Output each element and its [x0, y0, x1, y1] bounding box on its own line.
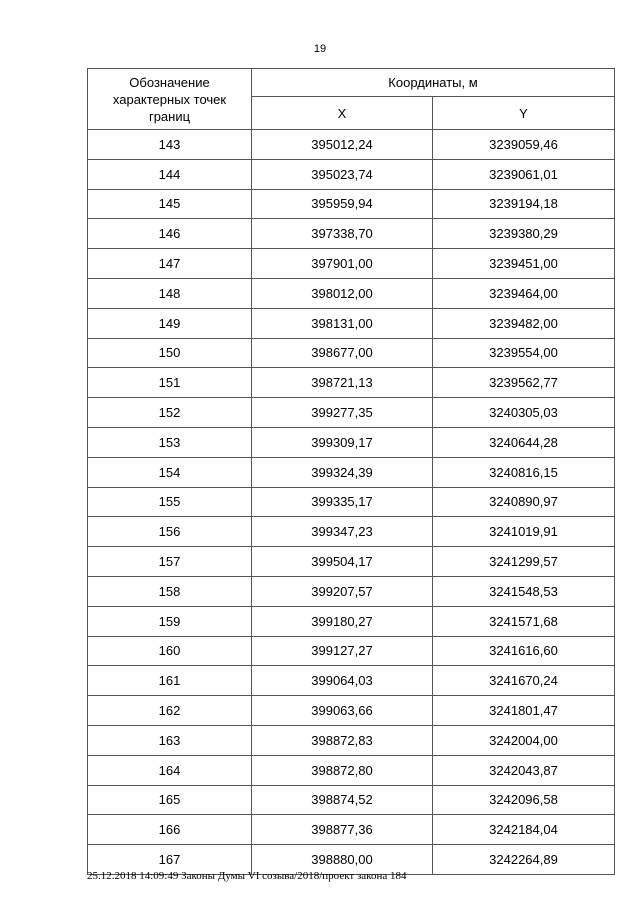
x-cell: 395023,74 — [252, 159, 433, 189]
point-number-cell: 147 — [88, 249, 252, 279]
y-cell: 3239562,77 — [433, 368, 615, 398]
table-row — [88, 427, 615, 457]
point-number-cell: 159 — [88, 606, 252, 636]
x-cell: 399277,35 — [252, 398, 433, 428]
y-cell: 3239059,46 — [433, 130, 615, 160]
header-coordinates: Координаты, м — [252, 69, 615, 97]
point-number-cell: 144 — [88, 159, 252, 189]
y-cell: 3239464,00 — [433, 278, 615, 308]
table-row — [88, 130, 615, 160]
page-number: 19 — [313, 43, 327, 55]
x-cell: 399127,27 — [252, 636, 433, 666]
table-row — [88, 159, 615, 189]
point-number-cell: 149 — [88, 308, 252, 338]
x-cell: 399324,39 — [252, 457, 433, 487]
y-cell: 3239482,00 — [433, 308, 615, 338]
header-point-designation — [88, 69, 252, 130]
x-cell: 398880,00 — [252, 845, 433, 875]
y-cell: 3241299,57 — [433, 547, 615, 577]
y-cell: 3242264,89 — [433, 845, 615, 875]
point-number-cell: 158 — [88, 576, 252, 606]
x-cell: 398131,00 — [252, 308, 433, 338]
y-cell: 3240816,15 — [433, 457, 615, 487]
table-row — [88, 338, 615, 368]
table-row — [88, 815, 615, 845]
point-number-cell: 152 — [88, 398, 252, 428]
table-row — [88, 725, 615, 755]
y-cell: 3241548,53 — [433, 576, 615, 606]
point-number-cell: 162 — [88, 696, 252, 726]
table-row — [88, 547, 615, 577]
point-number-cell: 167 — [88, 845, 252, 875]
x-cell: 398677,00 — [252, 338, 433, 368]
point-number-cell: 154 — [88, 457, 252, 487]
y-cell: 3239194,18 — [433, 189, 615, 219]
y-cell: 3239554,00 — [433, 338, 615, 368]
x-cell: 397901,00 — [252, 249, 433, 279]
point-number-cell: 164 — [88, 755, 252, 785]
y-cell: 3242004,00 — [433, 725, 615, 755]
table-row — [88, 398, 615, 428]
x-cell: 398721,13 — [252, 368, 433, 398]
y-cell: 3241670,24 — [433, 666, 615, 696]
point-number-cell: 151 — [88, 368, 252, 398]
table-row — [88, 368, 615, 398]
x-cell: 399347,23 — [252, 517, 433, 547]
table-row — [88, 755, 615, 785]
x-cell: 399063,66 — [252, 696, 433, 726]
y-cell: 3242043,87 — [433, 755, 615, 785]
footer-stamp: 25.12.2018 14:09:49 Законы Думы VI созыва/2018/проект закона 184 — [87, 870, 407, 882]
point-number-cell: 163 — [88, 725, 252, 755]
point-number-cell: 161 — [88, 666, 252, 696]
point-number-cell: 166 — [88, 815, 252, 845]
y-cell: 3242184,04 — [433, 815, 615, 845]
y-cell: 3240644,28 — [433, 427, 615, 457]
table-row — [88, 696, 615, 726]
x-cell: 399207,57 — [252, 576, 433, 606]
x-cell: 399309,17 — [252, 427, 433, 457]
point-number-cell: 156 — [88, 517, 252, 547]
table-row — [88, 308, 615, 338]
table-row — [88, 457, 615, 487]
y-cell: 3240305,03 — [433, 398, 615, 428]
x-cell: 398872,83 — [252, 725, 433, 755]
table-row — [88, 249, 615, 279]
x-cell: 398877,36 — [252, 815, 433, 845]
point-number-cell: 153 — [88, 427, 252, 457]
x-cell: 399504,17 — [252, 547, 433, 577]
x-cell: 399064,03 — [252, 666, 433, 696]
point-number-cell: 160 — [88, 636, 252, 666]
y-cell: 3241019,91 — [433, 517, 615, 547]
point-number-cell: 157 — [88, 547, 252, 577]
point-number-cell: 143 — [88, 130, 252, 160]
table-body — [88, 130, 615, 875]
x-cell: 398012,00 — [252, 278, 433, 308]
y-cell: 3240890,97 — [433, 487, 615, 517]
y-cell: 3241616,60 — [433, 636, 615, 666]
y-cell: 3242096,58 — [433, 785, 615, 815]
table-row — [88, 189, 615, 219]
point-number-cell: 145 — [88, 189, 252, 219]
point-number-cell: 155 — [88, 487, 252, 517]
x-cell: 395959,94 — [252, 189, 433, 219]
table-row — [88, 666, 615, 696]
point-number-cell: 150 — [88, 338, 252, 368]
table-row — [88, 487, 615, 517]
table-row — [88, 576, 615, 606]
table-row — [88, 219, 615, 249]
coordinates-table — [87, 68, 615, 875]
header-y: Y — [433, 97, 615, 130]
y-cell: 3241801,47 — [433, 696, 615, 726]
header-point-line-1: Обозначение — [129, 74, 210, 90]
x-cell: 395012,24 — [252, 130, 433, 160]
y-cell: 3241571,68 — [433, 606, 615, 636]
table-row — [88, 517, 615, 547]
x-cell: 398872,80 — [252, 755, 433, 785]
table-row — [88, 785, 615, 815]
table-row — [88, 606, 615, 636]
table-row — [88, 278, 615, 308]
x-cell: 397338,70 — [252, 219, 433, 249]
header-x: X — [252, 97, 433, 130]
y-cell: 3239380,29 — [433, 219, 615, 249]
x-cell: 398874,52 — [252, 785, 433, 815]
point-number-cell: 165 — [88, 785, 252, 815]
header-point-line-2: характерных точек — [112, 91, 227, 107]
x-cell: 399180,27 — [252, 606, 433, 636]
header-point-line-3: границ — [148, 108, 191, 124]
point-number-cell: 148 — [88, 278, 252, 308]
y-cell: 3239061,01 — [433, 159, 615, 189]
x-cell: 399335,17 — [252, 487, 433, 517]
table-row — [88, 636, 615, 666]
point-number-cell: 146 — [88, 219, 252, 249]
y-cell: 3239451,00 — [433, 249, 615, 279]
